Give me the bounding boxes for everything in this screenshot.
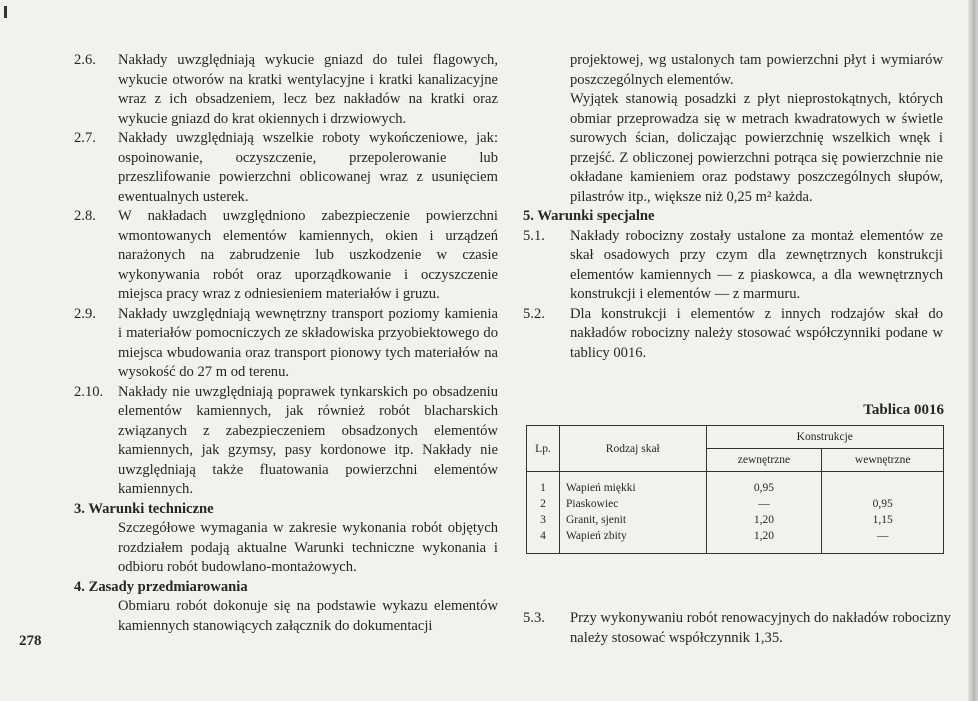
- cell-rock: Piaskowiec: [560, 496, 707, 512]
- cell-rock: Wapień zbity: [560, 528, 707, 554]
- item-text: Nakłady uwzględniają wewnętrzny transport poziomy kamienia i materiałów pomocniczych ze składowiska przyobiektowego do miejsca wbudowania oraz transport pionowy tych materiałów na wysokość do 27 m od terenu.: [118, 305, 498, 380]
- item-number: 2.10.: [74, 383, 104, 400]
- table-row: [527, 472, 944, 497]
- header-internal: wewnętrzne: [822, 449, 944, 472]
- cell-internal: [822, 472, 944, 497]
- cell-internal: 1,15: [822, 512, 944, 528]
- item-2-9: [74, 305, 498, 383]
- item-number: 2.9.: [74, 305, 96, 322]
- cell-internal: —: [822, 528, 944, 554]
- cell-lp: 2: [527, 496, 560, 512]
- item-2-10: [74, 383, 498, 500]
- item-5-1: [523, 227, 943, 305]
- item-2-7: [74, 129, 498, 207]
- table-row: [527, 496, 944, 512]
- header-rock-type: Rodzaj skał: [560, 426, 707, 472]
- item-2-8: [74, 207, 498, 305]
- item-number: 2.8.: [74, 208, 96, 224]
- item-text: W nakładach uwzględniono zabezpieczenie powierzchni wmontowanych elementów kamiennych, okien i urządzeń narażonych na zabrudzenie lub uszkodzenie w czasie wykonywania robót oraz uporządkowanie i oczyszczenie miejsca pracy wraz z odniesieniem materiałów i gruzu.: [118, 208, 498, 302]
- item-text: Przy wykonywaniu robót renowacyjnych do nakładów robocizny należy stosować współczynnik 1,35.: [570, 610, 951, 646]
- cell-external: 1,20: [706, 528, 822, 554]
- margin-mark: [4, 6, 7, 18]
- header-external: zewnętrzne: [706, 449, 822, 472]
- exception-text: Wyjątek stanowią posadzki z płyt nieprostokątnych, których obmiar przeprowadza się w metrach kwadratowych w świetle surowych ścian, doliczając powierzchnię wszelkich wnęk i przejść. Z obliczonej powierzchni potrąca się powierzchnie nie okładane kamieniem oraz podstawy poszczególnych słupów, pilastrów itp., większe niż 0,25 m² każda.: [570, 91, 943, 205]
- cell-rock: Granit, sjenit: [560, 512, 707, 528]
- cell-external: 0,95: [706, 472, 822, 497]
- item-number: 5.3.: [523, 610, 545, 626]
- item-2-6: [74, 51, 498, 129]
- item-text: Dla konstrukcji i elementów z innych rodzajów skał do nakładów robocizny należy stosować współczynniki podane w tablicy 0016.: [570, 305, 943, 361]
- right-column: [523, 51, 943, 363]
- header-constructions: Konstrukcje: [706, 426, 943, 449]
- section-5-heading: 5. Warunki specjalne: [523, 208, 655, 224]
- cell-lp: 4: [527, 528, 560, 554]
- continuation-text: projektowej, wg ustalonych tam powierzchni płyt i wymiarów poszczególnych elementów.: [570, 52, 943, 88]
- cell-lp: 1: [527, 472, 560, 497]
- table-row: [527, 528, 944, 554]
- table-row: [527, 512, 944, 528]
- book-spine: [968, 0, 978, 701]
- cell-external: 1,20: [706, 512, 822, 528]
- cell-external: —: [706, 496, 822, 512]
- item-number: 2.6.: [74, 52, 96, 68]
- section-4-text: Obmiaru robót dokonuje się na podstawie wykazu elementów kamiennych stanowiących załącznik do dokumentacji: [118, 598, 498, 634]
- table-caption: Tablica 0016: [863, 402, 944, 418]
- item-number: 5.1.: [523, 227, 545, 244]
- item-number: 5.2.: [523, 305, 545, 322]
- cell-rock: Wapień miękki: [560, 472, 707, 497]
- item-text: Nakłady robocizny zostały ustalone za montaż elementów ze skał osadowych przy czym dla zewnętrznych konstrukcji elementów kamiennych — z piaskowca, a dla wewnętrznych konstrukcji i elementów — z marmuru.: [570, 227, 943, 302]
- item-5-2: [523, 305, 943, 364]
- item-text: Nakłady uwzględniają wszelkie roboty wykończeniowe, jak: ospoinowanie, oczyszczenie, przepolerowanie lub przeszlifowanie powierzchni oblicowanej wraz z usunięciem ewentualnych usterek.: [118, 130, 498, 205]
- page-number: 278: [19, 633, 42, 649]
- cell-internal: 0,95: [822, 496, 944, 512]
- section-3-heading: 3. Warunki techniczne: [74, 500, 214, 517]
- section-4-heading: 4. Zasady przedmiarowania: [74, 578, 248, 595]
- coefficient-table: [526, 425, 944, 554]
- section-3-text: Szczegółowe wymagania w zakresie wykonania robót objętych rozdziałem podają aktualne Warunki techniczne wykonania i odbioru robót budowlano-montażowych.: [118, 520, 498, 575]
- item-5-3: [523, 609, 978, 648]
- item-number: 2.7.: [74, 130, 96, 146]
- left-column: [74, 51, 498, 636]
- item-text: Nakłady uwzględniają wykucie gniazd do tulei flagowych, wykucie otworów na kratki wentylacyjne i kratki kanalizacyjne wraz z ich obsadzeniem, lecz bez nakładów na kratki oraz wykucie gniazd do krat okiennych i drzwiowych.: [118, 52, 498, 127]
- cell-lp: 3: [527, 512, 560, 528]
- header-lp: Lp.: [527, 426, 560, 472]
- item-text: Nakłady nie uwzględniają poprawek tynkarskich po obsadzeniu elementów kamiennych, jak również robót blacharskich związanych z zabezpieczeniem obsadzonych elementów kamiennych, jak gzymsy, pasy kordonowe itp. Nakłady nie uwzględniają także fluatowania powierzchni elementów kamiennych.: [118, 383, 498, 497]
